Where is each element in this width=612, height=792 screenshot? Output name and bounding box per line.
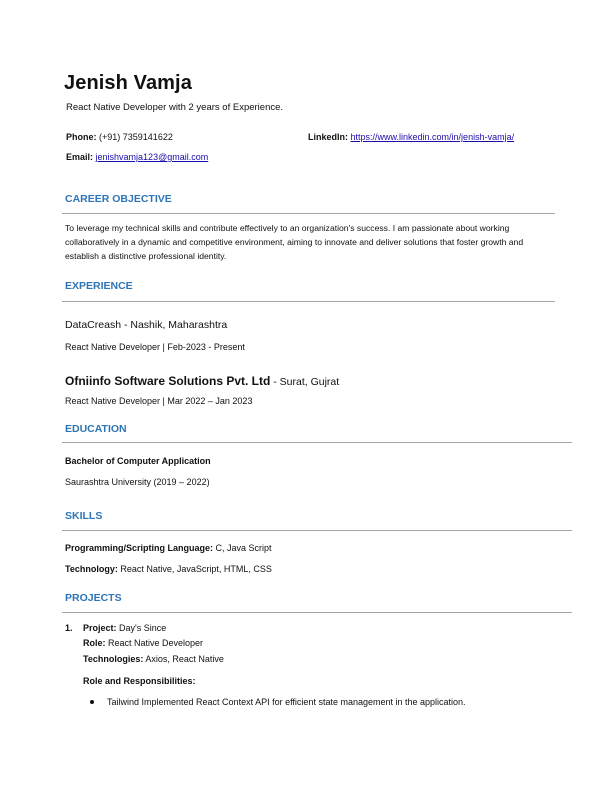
project-name-line [83,623,166,633]
experience-item-role: React Native Developer | Feb-2023 - Present [65,342,245,352]
project-value: Day's Since [116,623,167,633]
section-divider [62,301,555,302]
tech-label: Technologies: [83,654,144,664]
career-objective-text: To leverage my technical skills and contribute effectively to an organization's success. I am passionate about working collaboratively in a dynamic and competitive environment, aiming to innovate and deliver solutions that foster growth and establish a distinctive professional identity. [65,223,524,261]
company-location: - Nashik, Maharashtra [121,319,228,331]
section-divider [62,530,572,531]
technology-label: Technology: [65,564,118,574]
technology-value: React Native, JavaScript, HTML, CSS [117,564,272,574]
university: Saurashtra University (2019 – 2022) [65,477,210,487]
project-number: 1. [65,623,73,633]
responsibilities-label: Role and Responsibilities: [83,676,196,686]
skills-heading: SKILLS [65,510,103,522]
phone-label: Phone: [66,132,97,142]
languages-label: Programming/Scripting Language: [65,543,214,553]
bullet-icon [90,700,94,704]
education-heading: EDUCATION [65,423,127,435]
project-tech-line [83,654,224,664]
degree: Bachelor of Computer Application [65,456,211,466]
section-divider [62,612,572,613]
tagline: React Native Developer with 2 years of Experience. [66,102,284,113]
project-role-line [83,638,203,648]
skills-languages [65,543,272,553]
phone-line [66,132,173,142]
project-label: Project: [83,623,117,633]
projects-heading: PROJECTS [65,592,122,604]
company-name: Ofniinfo Software Solutions Pvt. Ltd [65,374,271,388]
phone-value: (+91) 7359141622 [99,132,173,142]
section-divider [62,213,555,214]
company-location: - Surat, Gujrat [270,376,340,388]
responsibility-item: Tailwind Implemented React Context API for efficient state management in the application. [107,697,466,707]
career-objective-heading: CAREER OBJECTIVE [65,193,172,205]
experience-item-company [65,319,227,331]
experience-item-company [65,372,339,390]
email-link[interactable]: jenishvamja123@gmail.com [95,152,209,162]
linkedin-link[interactable]: https://www.linkedin.com/in/jenish-vamja/ [350,132,515,142]
company-name: DataCreash [65,319,122,331]
email-line [66,152,208,162]
skills-technology [65,564,272,574]
email-label: Email: [66,152,94,162]
role-value: React Native Developer [105,638,204,648]
experience-item-role: React Native Developer | Mar 2022 – Jan 2023 [65,396,253,406]
linkedin-label: LinkedIn: [308,132,348,142]
tech-value: Axios, React Native [143,654,224,664]
candidate-name: Jenish Vamja [64,72,192,94]
role-label: Role: [83,638,106,648]
languages-value: C, Java Script [213,543,272,553]
linkedin-line [308,132,514,142]
experience-heading: EXPERIENCE [65,280,133,292]
section-divider [62,442,572,443]
